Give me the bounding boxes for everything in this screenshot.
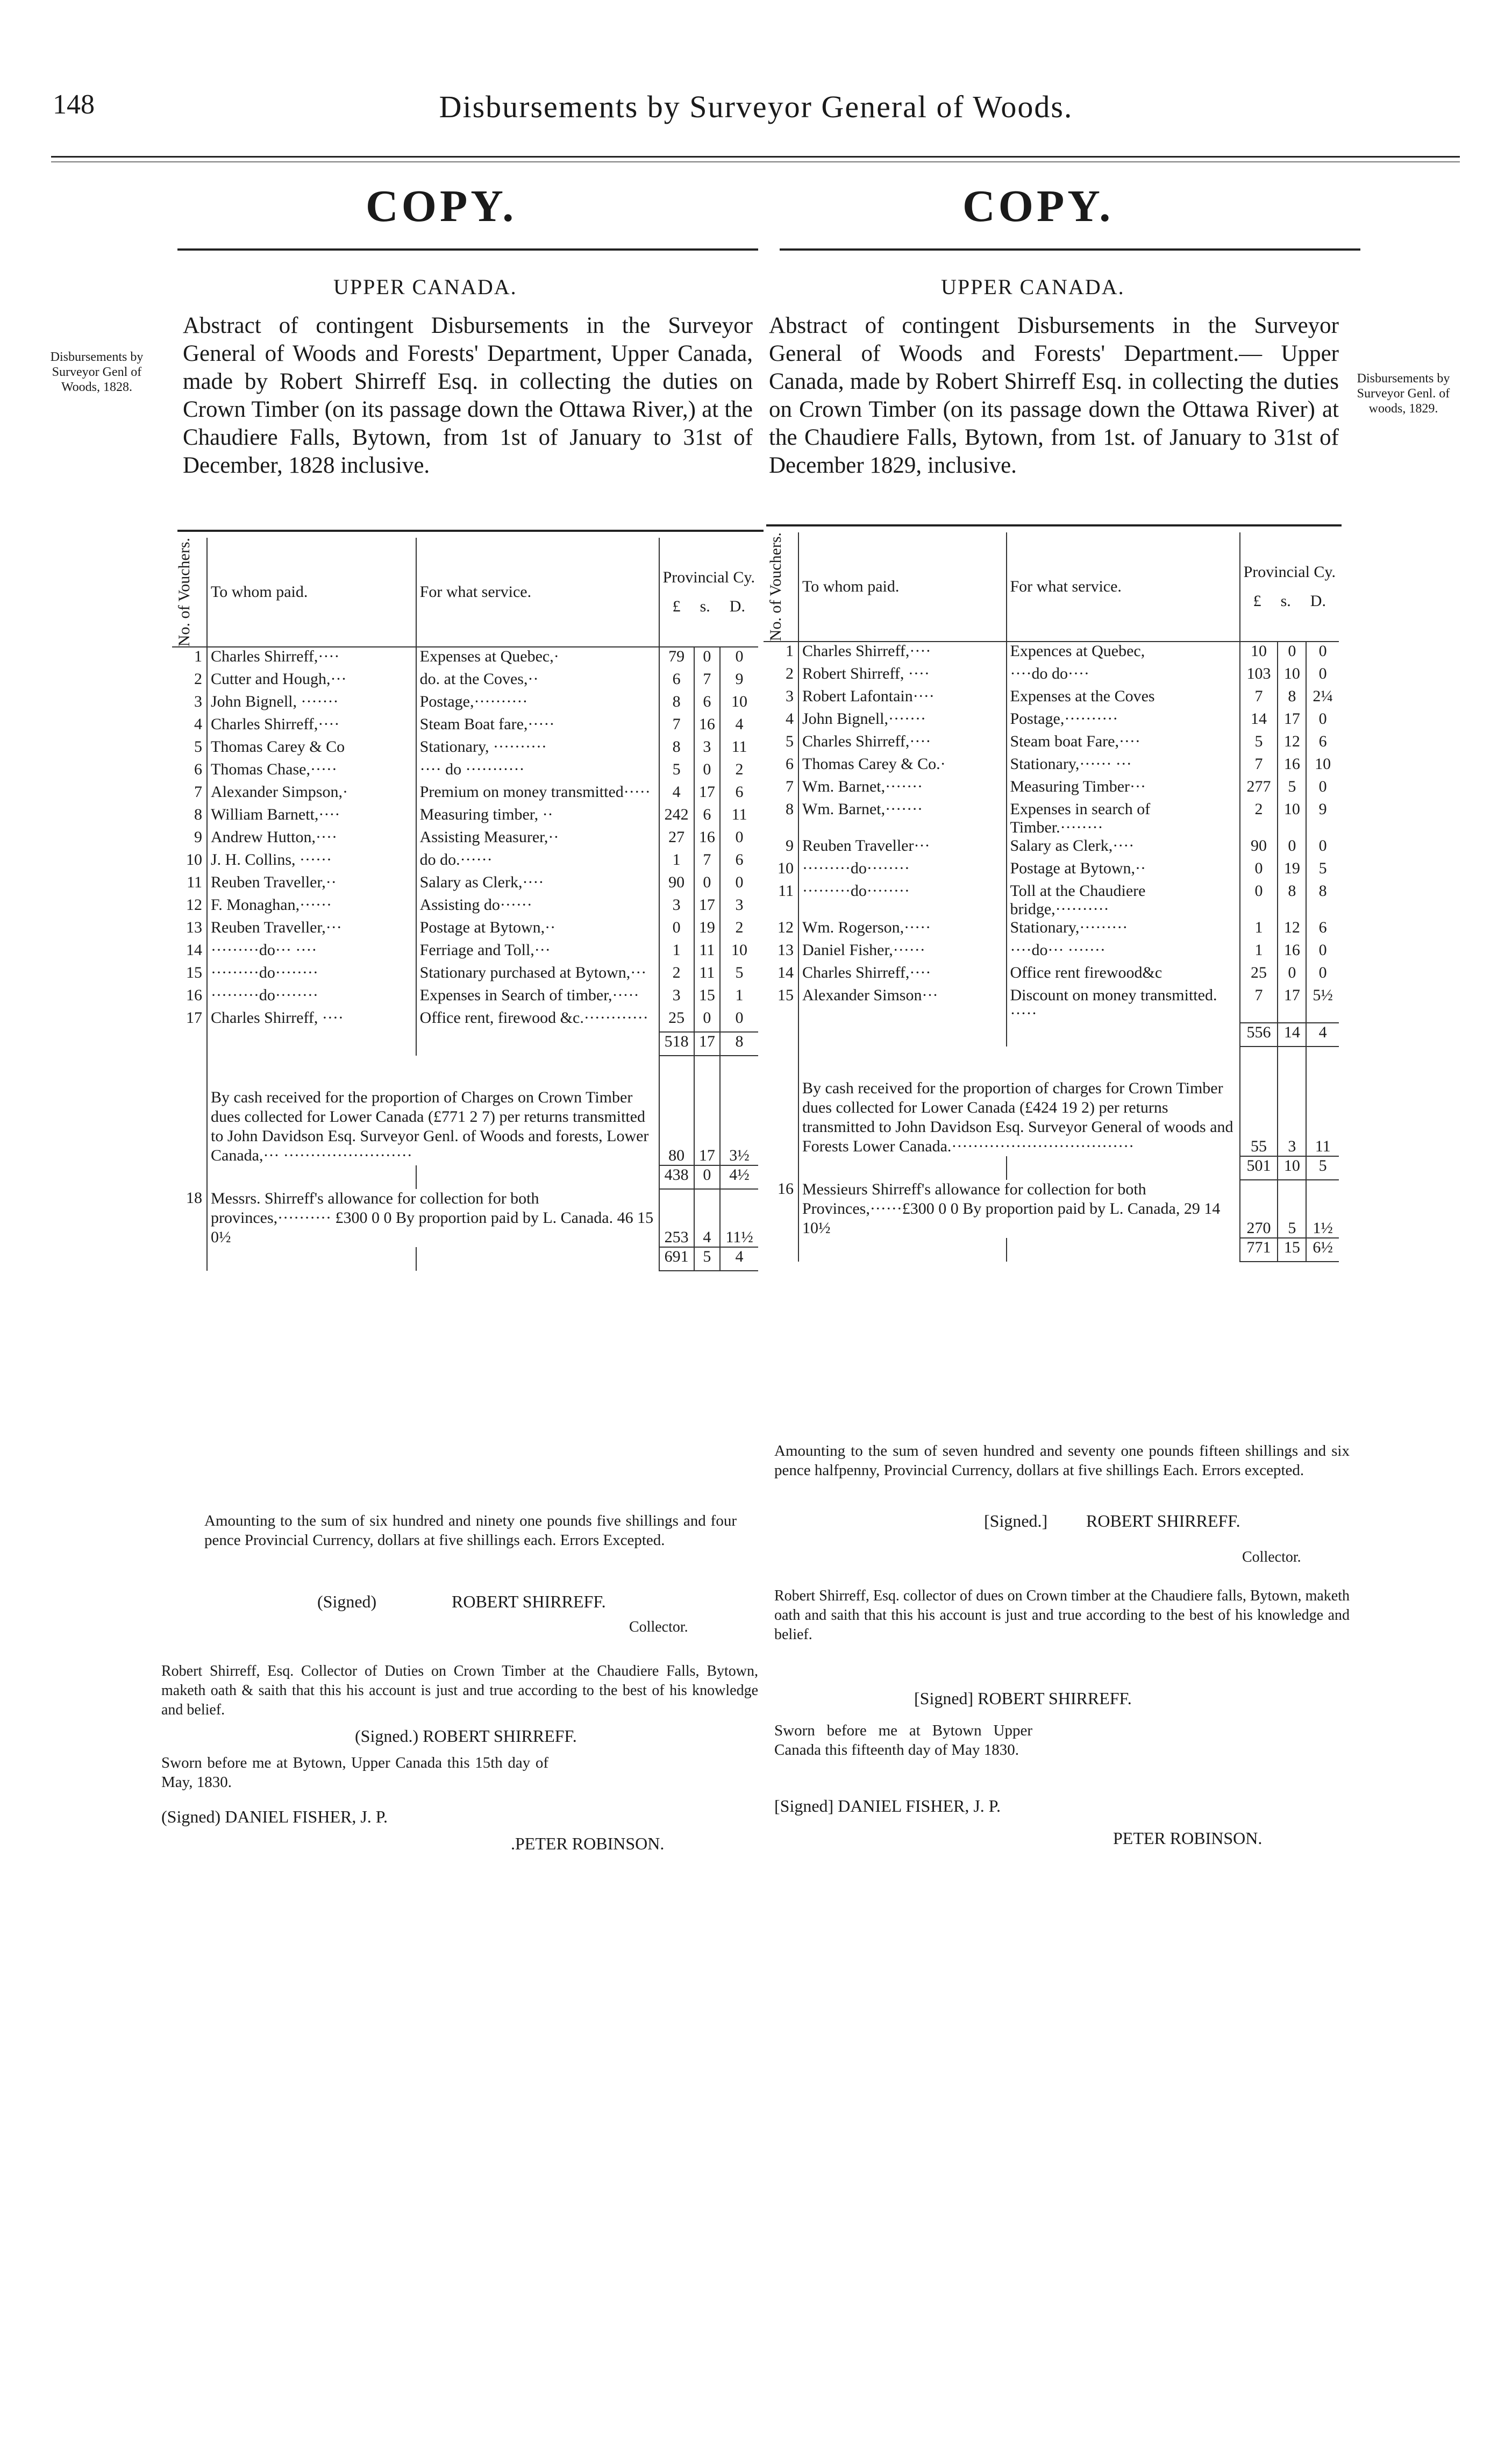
cell-payee: Reuben Traveller,··· — [207, 919, 416, 941]
left-amounting: Amounting to the sum of six hundred and ninety one pounds five shillings and four pence Provincial Currency, dollars at five shillings each. Errors Excepted. — [204, 1512, 737, 1549]
cell-v: 10 — [778, 859, 794, 878]
cell-service: Salary as Clerk,···· — [416, 873, 659, 896]
cell-v: 2 — [194, 670, 202, 688]
cell-d: 0 — [720, 873, 758, 896]
cell-payee: Thomas Carey & Co.· — [798, 755, 1007, 778]
cell-payee: F. Monaghan,······ — [207, 896, 416, 919]
cell-d: 0 — [720, 828, 758, 851]
table-row — [764, 964, 1339, 986]
cell-l: 1 — [1240, 941, 1278, 964]
cell-v: 6 — [786, 755, 794, 773]
left-col-currency: Provincial Cy. £ s. D. — [659, 538, 758, 647]
cell-s: 12 — [1278, 919, 1306, 941]
right-jp: [Signed] DANIEL FISHER, J. P. — [774, 1796, 1001, 1816]
cell-s: 17 — [694, 896, 720, 919]
left-col-pounds: £ — [672, 597, 681, 616]
cell-v: 6 — [194, 760, 202, 779]
cell-service: ···· do ··········· — [416, 760, 659, 783]
left-cash-row: By cash received for the proportion of Charges on Crown Timber dues collected for Lower Canada (£771 2 7) per returns transmitted to John Davidson Esq. Surveyor Genl. of Woods and forests, Lower Canada,··· ························ 80 17 3½ — [172, 1056, 758, 1165]
right-rows — [764, 642, 1339, 1023]
cell-d: 6 — [720, 783, 758, 806]
cell-payee: ·········do········ — [207, 964, 416, 986]
table-row — [172, 873, 758, 896]
cell-service: Postage,·········· — [416, 693, 659, 715]
cell-payee: Cutter and Hough,··· — [207, 670, 416, 693]
table-row — [172, 806, 758, 828]
cell-d: 2 — [720, 919, 758, 941]
cell-l: 2 — [1240, 800, 1278, 837]
cell-l: 25 — [659, 1009, 694, 1032]
left-col-payee: To whom paid. — [207, 538, 416, 647]
cell-payee: ·········do··· ···· — [207, 941, 416, 964]
table-row — [172, 693, 758, 715]
table-row — [172, 986, 758, 1009]
left-col-shillings: s. — [700, 597, 710, 616]
table-row — [764, 642, 1339, 665]
cell-payee: Robert Lafontain···· — [798, 687, 1007, 710]
left-rows — [172, 647, 758, 1032]
cell-s: 7 — [694, 851, 720, 873]
left-collector: Collector. — [629, 1619, 688, 1635]
right-signed2: [Signed] ROBERT SHIRREFF. — [914, 1689, 1132, 1708]
cell-d: 1 — [720, 986, 758, 1009]
cell-s: 0 — [694, 1009, 720, 1032]
table-row — [172, 964, 758, 986]
cell-payee: John Bignell,······· — [798, 710, 1007, 732]
cell-s: 8 — [1278, 687, 1306, 710]
cell-v: 8 — [786, 800, 794, 818]
right-margin-note: Disbursements by Surveyor Genl. of woods, 1829. — [1357, 372, 1450, 416]
cell-d: 5 — [1306, 859, 1339, 882]
cell-l: 7 — [1240, 687, 1278, 710]
table-row — [764, 778, 1339, 800]
cell-service: Premium on money transmitted····· — [416, 783, 659, 806]
right-copy-heading: COPY. — [962, 181, 1114, 231]
cell-l: 3 — [659, 986, 694, 1009]
cell-l: 4 — [659, 783, 694, 806]
right-title: Abstract of contingent Disbursements in the Surveyor General of Woods and Forests' Department.— Upper Canada, made by Robert Shirreff Esq. in collecting the duties on Crown Timber (on its passage down the Ottawa River) at the Chaudiere Falls, Bytown, from 1st. of January to 31st of December 1829, inclusive. — [769, 313, 1339, 478]
cell-l: 27 — [659, 828, 694, 851]
table-row — [764, 755, 1339, 778]
cell-s: 16 — [1278, 941, 1306, 964]
cell-payee: Charles Shirreff,···· — [798, 642, 1007, 665]
cell-service: do. at the Coves,·· — [416, 670, 659, 693]
table-row — [172, 941, 758, 964]
left-sworn: Sworn before me at Bytown, Upper Canada this 15th day of May, 1830. — [161, 1754, 548, 1791]
cell-v: 4 — [194, 715, 202, 734]
cell-service: Postage at Bytown,·· — [1007, 859, 1240, 882]
cell-service: Measuring Timber··· — [1007, 778, 1240, 800]
cell-service: Steam Boat fare,····· — [416, 715, 659, 738]
cell-s: 16 — [1278, 755, 1306, 778]
cell-d: 0 — [1306, 941, 1339, 964]
running-head: Disbursements by Surveyor General of Woods. — [439, 89, 1073, 124]
cell-service: Assisting Measurer,·· — [416, 828, 659, 851]
cell-service: Toll at the Chaudiere bridge,·········· — [1007, 882, 1240, 919]
cell-l: 25 — [1240, 964, 1278, 986]
right-oath: Robert Shirreff, Esq. collector of dues on Crown timber at the Chaudiere falls, Bytown, maketh oath and saith that this his account is just and true according to the best of his knowledge and belief. — [774, 1588, 1350, 1643]
cell-payee: J. H. Collins, ······ — [207, 851, 416, 873]
cell-s: 6 — [694, 806, 720, 828]
cell-d: 5½ — [1306, 986, 1339, 1023]
right-col-payee: To whom paid. — [798, 532, 1007, 642]
cell-v: 16 — [186, 986, 202, 1005]
cell-v: 11 — [187, 873, 202, 892]
cell-s: 0 — [694, 760, 720, 783]
cell-v: 11 — [778, 882, 794, 900]
table-row — [172, 919, 758, 941]
table-row — [172, 851, 758, 873]
cell-payee: Robert Shirreff, ···· — [798, 665, 1007, 687]
cell-d: 3 — [720, 896, 758, 919]
left-grand-total-row: 691 5 4 — [172, 1247, 758, 1271]
right-copy-rule — [780, 248, 1360, 251]
right-subtotal-row: 556 14 4 — [764, 1023, 1339, 1047]
table-row — [172, 647, 758, 670]
cell-l: 0 — [1240, 882, 1278, 919]
cell-d: 0 — [720, 1009, 758, 1032]
cell-v: 13 — [778, 941, 794, 959]
cell-s: 11 — [694, 941, 720, 964]
cell-payee: ·········do········ — [798, 882, 1007, 919]
cell-v: 3 — [786, 687, 794, 706]
right-col-shillings: s. — [1280, 592, 1291, 610]
cell-l: 8 — [659, 693, 694, 715]
table-row — [764, 837, 1339, 859]
table-row — [172, 783, 758, 806]
right-col-pence: D. — [1310, 592, 1326, 610]
cell-service: Salary as Clerk,···· — [1007, 837, 1240, 859]
cell-v: 12 — [778, 919, 794, 937]
cell-service: Assisting do······ — [416, 896, 659, 919]
cell-v: 9 — [786, 837, 794, 855]
cell-s: 19 — [1278, 859, 1306, 882]
table-row — [764, 941, 1339, 964]
cell-payee: Daniel Fisher,······ — [798, 941, 1007, 964]
right-col-vouchers: No. of Vouchers. — [767, 532, 784, 642]
right-signer: ROBERT SHIRREFF. — [1086, 1511, 1240, 1531]
cell-v: 3 — [194, 693, 202, 711]
cell-s: 17 — [1278, 710, 1306, 732]
right-col-currency: Provincial Cy. £ s. D. — [1240, 532, 1339, 642]
cell-v: 7 — [786, 778, 794, 796]
cell-s: 6 — [694, 693, 720, 715]
cell-d: 0 — [1306, 778, 1339, 800]
cell-l: 3 — [659, 896, 694, 919]
cell-payee: Thomas Chase,····· — [207, 760, 416, 783]
left-robinson: .PETER ROBINSON. — [511, 1834, 665, 1853]
cell-service: Office rent, firewood &c.············ — [416, 1009, 659, 1032]
cell-v: 8 — [194, 806, 202, 824]
cell-payee: ·········do········ — [798, 859, 1007, 882]
cell-s: 5 — [1278, 778, 1306, 800]
cell-service: Stationary purchased at Bytown,··· — [416, 964, 659, 986]
cell-s: 17 — [694, 783, 720, 806]
cell-s: 0 — [694, 647, 720, 670]
cell-payee: Andrew Hutton,···· — [207, 828, 416, 851]
table-row — [764, 859, 1339, 882]
cell-v: 12 — [186, 896, 202, 914]
table-row — [764, 687, 1339, 710]
cell-payee: Thomas Carey & Co — [207, 738, 416, 760]
cell-service: Expenses in search of Timber.········ — [1007, 800, 1240, 837]
left-oath: Robert Shirreff, Esq. Collector of Duties on Crown Timber at the Chaudiere Falls, Bytown, maketh oath & saith that this his account is just and true according to the best of his knowledge and belief. — [161, 1663, 758, 1718]
right-grand-total-row: 771 15 6½ — [764, 1238, 1339, 1262]
cell-payee: Charles Shirreff,···· — [207, 715, 416, 738]
cell-s: 16 — [694, 828, 720, 851]
cell-l: 277 — [1240, 778, 1278, 800]
right-cash-row: By cash received for the proportion of charges for Crown Timber dues collected for Lower Canada (£424 19 2) per returns transmitted to John Davidson Esq. Surveyor General of woods and Forests Lower Canada.·································· 55 3 11 — [764, 1047, 1339, 1156]
left-signer: ROBERT SHIRREFF. — [452, 1592, 606, 1611]
cell-v: 15 — [186, 964, 202, 982]
left-title: Abstract of contingent Disbursements in the Surveyor General of Woods and Forests' Department, Upper Canada, made by Robert Shirreff Esq. in collecting the duties on Crown Timber (on its passage down the Ottawa River,) at the Chaudiere Falls, Bytown, from 1st of January to 31st of December, 1828 inclusive. — [183, 313, 753, 478]
cell-l: 79 — [659, 647, 694, 670]
cell-s: 10 — [1278, 800, 1306, 837]
left-allowance-row: 18 Messrs. Shirreff's allowance for collection for both provinces,·········· £300 0 0 By proportion paid by L. Canada. 46 15 0½ 253 4 11½ — [172, 1189, 758, 1247]
cell-payee: Charles Shirreff, ···· — [207, 1009, 416, 1032]
cell-service: Expenses at the Coves — [1007, 687, 1240, 710]
right-title-rule — [766, 524, 1342, 526]
cell-s: 15 — [694, 986, 720, 1009]
cell-d: 11 — [720, 806, 758, 828]
table-row — [764, 710, 1339, 732]
right-amounting: Amounting to the sum of seven hundred and seventy one pounds fifteen shillings and six pence halfpenny, Provincial Currency, dollars at five shillings Each. Errors excepted. — [774, 1442, 1350, 1479]
cell-s: 0 — [1278, 642, 1306, 665]
cell-d: 0 — [1306, 665, 1339, 687]
cell-s: 3 — [694, 738, 720, 760]
cell-d: 11 — [720, 738, 758, 760]
cell-payee: Charles Shirreff,···· — [798, 732, 1007, 755]
left-account-table — [172, 538, 758, 1271]
table-row — [172, 670, 758, 693]
cell-service: Measuring timber, ·· — [416, 806, 659, 828]
cell-v: 2 — [786, 665, 794, 683]
cell-l: 7 — [659, 715, 694, 738]
cell-v: 14 — [186, 941, 202, 959]
cell-s: 12 — [1278, 732, 1306, 755]
cell-v: 1 — [786, 642, 794, 660]
table-row — [764, 919, 1339, 941]
page-number: 148 — [53, 89, 95, 120]
cell-s: 7 — [694, 670, 720, 693]
table-row — [172, 738, 758, 760]
cell-v: 5 — [786, 732, 794, 751]
right-account-table — [764, 532, 1339, 1262]
cell-service: Stationary, ·········· — [416, 738, 659, 760]
cell-l: 14 — [1240, 710, 1278, 732]
left-col-vouchers: No. of Vouchers. — [175, 538, 193, 647]
cell-v: 1 — [194, 647, 202, 666]
cell-s: 0 — [1278, 964, 1306, 986]
cell-service: Steam boat Fare,···· — [1007, 732, 1240, 755]
cell-l: 1 — [659, 941, 694, 964]
right-region: UPPER CANADA. — [941, 275, 1125, 299]
cell-d: 0 — [1306, 642, 1339, 665]
cell-v: 9 — [194, 828, 202, 846]
cell-payee: Reuben Traveller,·· — [207, 873, 416, 896]
cell-d: 6 — [720, 851, 758, 873]
left-region: UPPER CANADA. — [333, 275, 517, 299]
cell-service: Stationary,······ ··· — [1007, 755, 1240, 778]
cell-v: 7 — [194, 783, 202, 801]
cell-s: 16 — [694, 715, 720, 738]
cell-d: 6 — [1306, 732, 1339, 755]
table-row — [764, 665, 1339, 687]
table-row — [764, 732, 1339, 755]
cell-s: 17 — [1278, 986, 1306, 1023]
cell-v: 10 — [186, 851, 202, 869]
table-row — [764, 800, 1339, 837]
cell-v: 5 — [194, 738, 202, 756]
cell-payee: ·········do········ — [207, 986, 416, 1009]
table-row — [172, 1009, 758, 1032]
table-row — [764, 882, 1339, 919]
cell-payee: Wm. Barnet,······· — [798, 800, 1007, 837]
cell-s: 10 — [1278, 665, 1306, 687]
cell-service: Discount on money transmitted. ····· — [1007, 986, 1240, 1023]
left-copy-rule — [177, 248, 758, 251]
cell-l: 103 — [1240, 665, 1278, 687]
cell-service: Postage at Bytown,·· — [416, 919, 659, 941]
cell-payee: Charles Shirreff,···· — [207, 647, 416, 670]
table-row — [172, 760, 758, 783]
cell-payee: Reuben Traveller··· — [798, 837, 1007, 859]
cell-service: do do.······ — [416, 851, 659, 873]
cell-s: 0 — [694, 873, 720, 896]
cell-v: 13 — [186, 919, 202, 937]
cell-d: 0 — [720, 647, 758, 670]
table-row — [764, 986, 1339, 1023]
header-rule — [51, 156, 1460, 158]
cell-l: 1 — [1240, 919, 1278, 941]
cell-service: Office rent firewood&c — [1007, 964, 1240, 986]
cell-service: Postage,·········· — [1007, 710, 1240, 732]
right-collector: Collector. — [1242, 1549, 1301, 1565]
cell-payee: Wm. Barnet,······· — [798, 778, 1007, 800]
cell-v: 15 — [778, 986, 794, 1005]
left-col-pence: D. — [729, 597, 745, 616]
cell-payee: Alexander Simson··· — [798, 986, 1007, 1023]
right-signed-label: [Signed.] — [984, 1511, 1048, 1531]
cell-payee: Wm. Rogerson,····· — [798, 919, 1007, 941]
cell-l: 1 — [659, 851, 694, 873]
cell-l: 90 — [659, 873, 694, 896]
cell-payee: Alexander Simpson,· — [207, 783, 416, 806]
cell-l: 5 — [1240, 732, 1278, 755]
right-subtotal2-row: 501 10 5 — [764, 1156, 1339, 1180]
cell-d: 9 — [1306, 800, 1339, 837]
cell-d: 9 — [720, 670, 758, 693]
cell-service: Expenses in Search of timber,····· — [416, 986, 659, 1009]
cell-d: 8 — [1306, 882, 1339, 919]
left-signed-label: (Signed) — [317, 1592, 377, 1611]
right-col-service: For what service. — [1007, 532, 1240, 642]
left-signed2: (Signed.) ROBERT SHIRREFF. — [355, 1726, 577, 1746]
cell-d: 0 — [1306, 710, 1339, 732]
left-copy-heading: COPY. — [366, 181, 517, 231]
cell-l: 7 — [1240, 986, 1278, 1023]
cell-l: 0 — [1240, 859, 1278, 882]
cell-payee: William Barnett,···· — [207, 806, 416, 828]
cell-s: 19 — [694, 919, 720, 941]
cell-service: Expences at Quebec, — [1007, 642, 1240, 665]
left-margin-note: Disbursements by Surveyor Genl of Woods, 1828. — [50, 350, 144, 394]
cell-payee: John Bignell, ······· — [207, 693, 416, 715]
cell-d: 0 — [1306, 837, 1339, 859]
cell-service: Stationary,········· — [1007, 919, 1240, 941]
cell-l: 242 — [659, 806, 694, 828]
cell-l: 0 — [659, 919, 694, 941]
left-subtotal2-row: 438 0 4½ — [172, 1165, 758, 1189]
cell-l: 7 — [1240, 755, 1278, 778]
left-title-rule — [177, 530, 764, 532]
right-allowance-row: 16 Messieurs Shirreff's allowance for collection for both Provinces,······£300 0 0 By proportion paid by L. Canada, 29 14 10½ 270 5 1½ — [764, 1180, 1339, 1238]
cell-d: 10 — [720, 693, 758, 715]
table-row — [172, 896, 758, 919]
cell-d: 10 — [720, 941, 758, 964]
cell-d: 0 — [1306, 964, 1339, 986]
cell-s: 0 — [1278, 837, 1306, 859]
cell-d: 5 — [720, 964, 758, 986]
cell-l: 8 — [659, 738, 694, 760]
cell-payee: Charles Shirreff,···· — [798, 964, 1007, 986]
cell-service: Expenses at Quebec,· — [416, 647, 659, 670]
cell-service: ····do do···· — [1007, 665, 1240, 687]
cell-v: 14 — [778, 964, 794, 982]
cell-d: 4 — [720, 715, 758, 738]
cell-l: 90 — [1240, 837, 1278, 859]
left-col-service: For what service. — [416, 538, 659, 647]
left-jp: (Signed) DANIEL FISHER, J. P. — [161, 1807, 388, 1826]
table-row — [172, 715, 758, 738]
cell-d: 2 — [720, 760, 758, 783]
cell-service: ····do··· ······· — [1007, 941, 1240, 964]
header-rule-2 — [51, 161, 1460, 162]
cell-s: 8 — [1278, 882, 1306, 919]
right-sworn: Sworn before me at Bytown Upper Canada this fifteenth day of May 1830. — [774, 1722, 1032, 1759]
left-subtotal-row: 518 17 8 — [172, 1032, 758, 1056]
cell-d: 6 — [1306, 919, 1339, 941]
cell-l: 6 — [659, 670, 694, 693]
cell-l: 10 — [1240, 642, 1278, 665]
cell-service: Ferriage and Toll,··· — [416, 941, 659, 964]
table-row — [172, 828, 758, 851]
cell-l: 2 — [659, 964, 694, 986]
cell-v: 17 — [186, 1009, 202, 1027]
cell-d: 2¼ — [1306, 687, 1339, 710]
cell-l: 5 — [659, 760, 694, 783]
right-robinson: PETER ROBINSON. — [1113, 1828, 1263, 1848]
right-col-pounds: £ — [1253, 592, 1261, 610]
cell-v: 4 — [786, 710, 794, 728]
cell-s: 11 — [694, 964, 720, 986]
cell-d: 10 — [1306, 755, 1339, 778]
